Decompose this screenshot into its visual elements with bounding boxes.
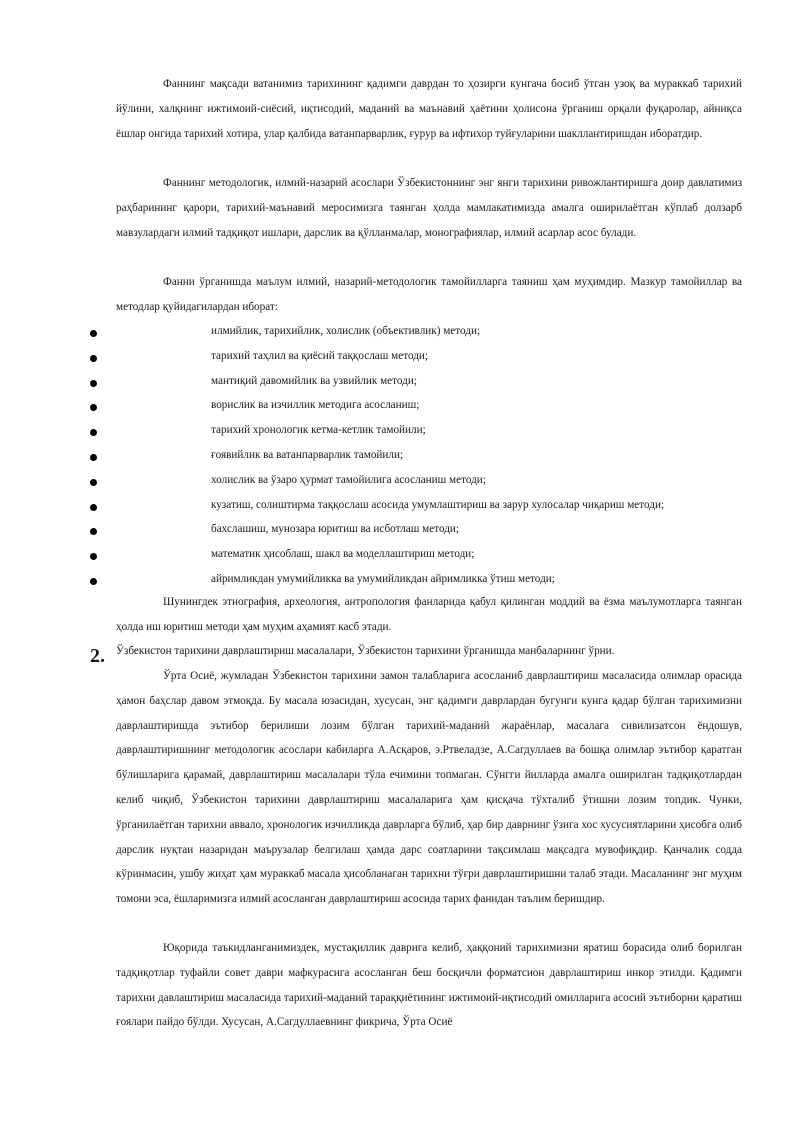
- list-item: [0, 418, 800, 443]
- bullet-icon: [90, 404, 97, 411]
- list-item-text: бахслашиш, мунозара юритиш ва исботлаш методи;: [211, 523, 460, 536]
- paragraph-independence: Юқорида таъкидланганимиздек, мустақиллик даврига келиб, ҳаққоний тарихимизни яратиш борасида олиб борилган тадқиқотлар туфайли совет даври мафкурасига асосланган беш босқичли форматсион даврлаштириш инкор этилди. Қадимги тарихни давлаштириш масаласида тарихий-маданий тараққиётининг ижтимоий-иқтисодий омилларига асосий эътиборни қаратиш ғоялари пайдо бўлди. Хусусан, А.Сагдуллаевнинг фикрича, Ўрта Осиё: [116, 942, 742, 1029]
- bullet-icon: [90, 528, 97, 535]
- list-item: [0, 567, 800, 592]
- list-item-text: ғоявийлик ва ватанпарварлик тамойили;: [211, 448, 404, 461]
- list-item: [0, 393, 800, 418]
- section-number: 2.: [90, 645, 105, 667]
- list-item-text: холислик ва ўзаро ҳурмат тамойилига асосланиш методи;: [211, 473, 486, 486]
- list-item-text: ворислик ва изчиллик методига асосланиш;: [211, 399, 420, 412]
- list-item-text: илмийлик, тарихийлик, холислик (объективлик) методи;: [211, 325, 481, 337]
- paragraph-ethnography: Шунингдек этнография, археология, антропология фанларида қабул қилинган моддий ва ёзма маълумотларга таянган ҳолда иш юритиш методи ҳам муҳим аҳамият касб этади.: [116, 596, 742, 633]
- bullet-icon: [90, 454, 97, 461]
- list-item: [0, 319, 800, 344]
- list-item: [0, 542, 800, 567]
- bullet-icon: [90, 355, 97, 362]
- list-item-text: айримликдан умумийликка ва умумийликдан айримликка ўтиш методи;: [211, 572, 555, 585]
- paragraph-purpose: Фаннинг мақсади ватанимиз тарихининг қадимги даврдан то ҳозирги кунгача босиб ўтган узоқ ва мураккаб тарихий йўлини, халқнинг ижтимоий-сиёсий, иқтисодий, маданий ва маънавий ҳаётини ҳолисона ўрганиш орқали фуқаролар, айниқса ёшлар онгида тарихий хотира, улар қалбида ватанпарварлик, ғурур ва ифтихор туйғуларини шакллантиришдан иборатдир.: [116, 78, 742, 140]
- bullet-icon: [90, 553, 97, 560]
- paragraph-periodization: Ўрта Осиё, жумладан Ўзбекистон тарихини замон талабларига асосланиб даврлаштириш масаласида олимлар орасида ҳамон баҳслар давом этмоқда. Бу масала юзасидан, хусусан, энг қадимги даврлардан бугунги кунга қадар бўлган тарихимизни даврлаштиришда эътибор берилиши лозим бўлган тарихий-маданий жараёнлар, масалага сивилизатсон ёндошув, даврлаштиришнинг методологик асослари кабиларга А.Асқаров, э.Ртвеладзе, А.Сагдуллаев ва бошқа олимлар эътибор қаратган бўлишларига қарамай, даврлаштириш масалалари тўла ечимини топмаган. Сўнгги йилларда амалга оширилган тадқиқотлардан келиб чиқиб, Ўзбекистон тарихини даврлаштириш масалаларига ҳам қисқача тўхталиб ўтишни лозим топдик. Чунки, ўрганилаётган тарихни аввало, хронологик изчилликда даврларга бўлиб, ҳар бир даврнинг ўзига хос хусусиятларини ҳисобга олиб дарслик нуқтаи назаридан маърузалар белгилаш ҳамда дарс соатларини тақсимлаш мақсадга мувофиқдир. Қанчалик содда кўринмасин, ушбу жиҳат ҳам мураккаб масала ҳисобланаган тарихни тўғри даврлаштиришни талаб этади. Масаланинг энг муҳим томони эса, ёшларимизга илмий асосланган даврлаштириш асосида тарих фанидан таълим беришдир.: [116, 670, 742, 906]
- list-item-text: тарихий таҳлил ва қиёсий таққослаш методи;: [211, 349, 428, 362]
- list-item: [0, 443, 800, 468]
- list-item-text: мантиқий давомийлик ва узвийлик методи;: [211, 374, 417, 387]
- list-item-text: тарихий хронологик кетма-кетлик тамойили;: [211, 424, 426, 437]
- list-item: [0, 369, 800, 394]
- bullet-icon: [90, 479, 97, 486]
- bullet-icon: [90, 380, 97, 387]
- bullet-icon: [90, 504, 97, 511]
- methods-list: [0, 319, 800, 592]
- list-item: [0, 468, 800, 493]
- list-item: [0, 493, 800, 518]
- section-heading: Ўзбекистон тарихини даврлаштириш масалалари, Ўзбекистон тарихини ўрганишда манбаларнинг ўрни.: [116, 645, 615, 657]
- list-item: [0, 517, 800, 542]
- paragraph-principles-intro: Фанни ўрганишда маълум илмий, назарий-методологик тамойилларга таяниш ҳам муҳимдир. Мазкур тамойиллар ва методлар қуйидагилардан иборат:: [116, 276, 742, 313]
- bullet-icon: [90, 578, 97, 585]
- list-item-text: кузатиш, солиштирма таққослаш асосида умумлаштириш ва зарур хулосалар чиқариш методи;: [211, 498, 665, 511]
- list-item: [0, 344, 800, 369]
- paragraph-methodology: Фаннинг методологик, илмий-назарий асослари Ўзбекистоннинг энг янги тарихини ривожлантиришга доир давлатимиз раҳбарининг қарори, тарихий-маънавий меросимизга таянган ҳолда мамлакатимизда амалга оширилаётган кўплаб долзарб мавзулардаги илмий тадқиқот ишлари, дарслик ва қўлланмалар, монографиялар, илмий асарлар асос булади.: [116, 177, 742, 239]
- bullet-icon: [90, 330, 97, 337]
- list-item-text: математик ҳисоблаш, шакл ва моделлаштириш методи;: [211, 548, 475, 561]
- bullet-icon: [90, 429, 97, 436]
